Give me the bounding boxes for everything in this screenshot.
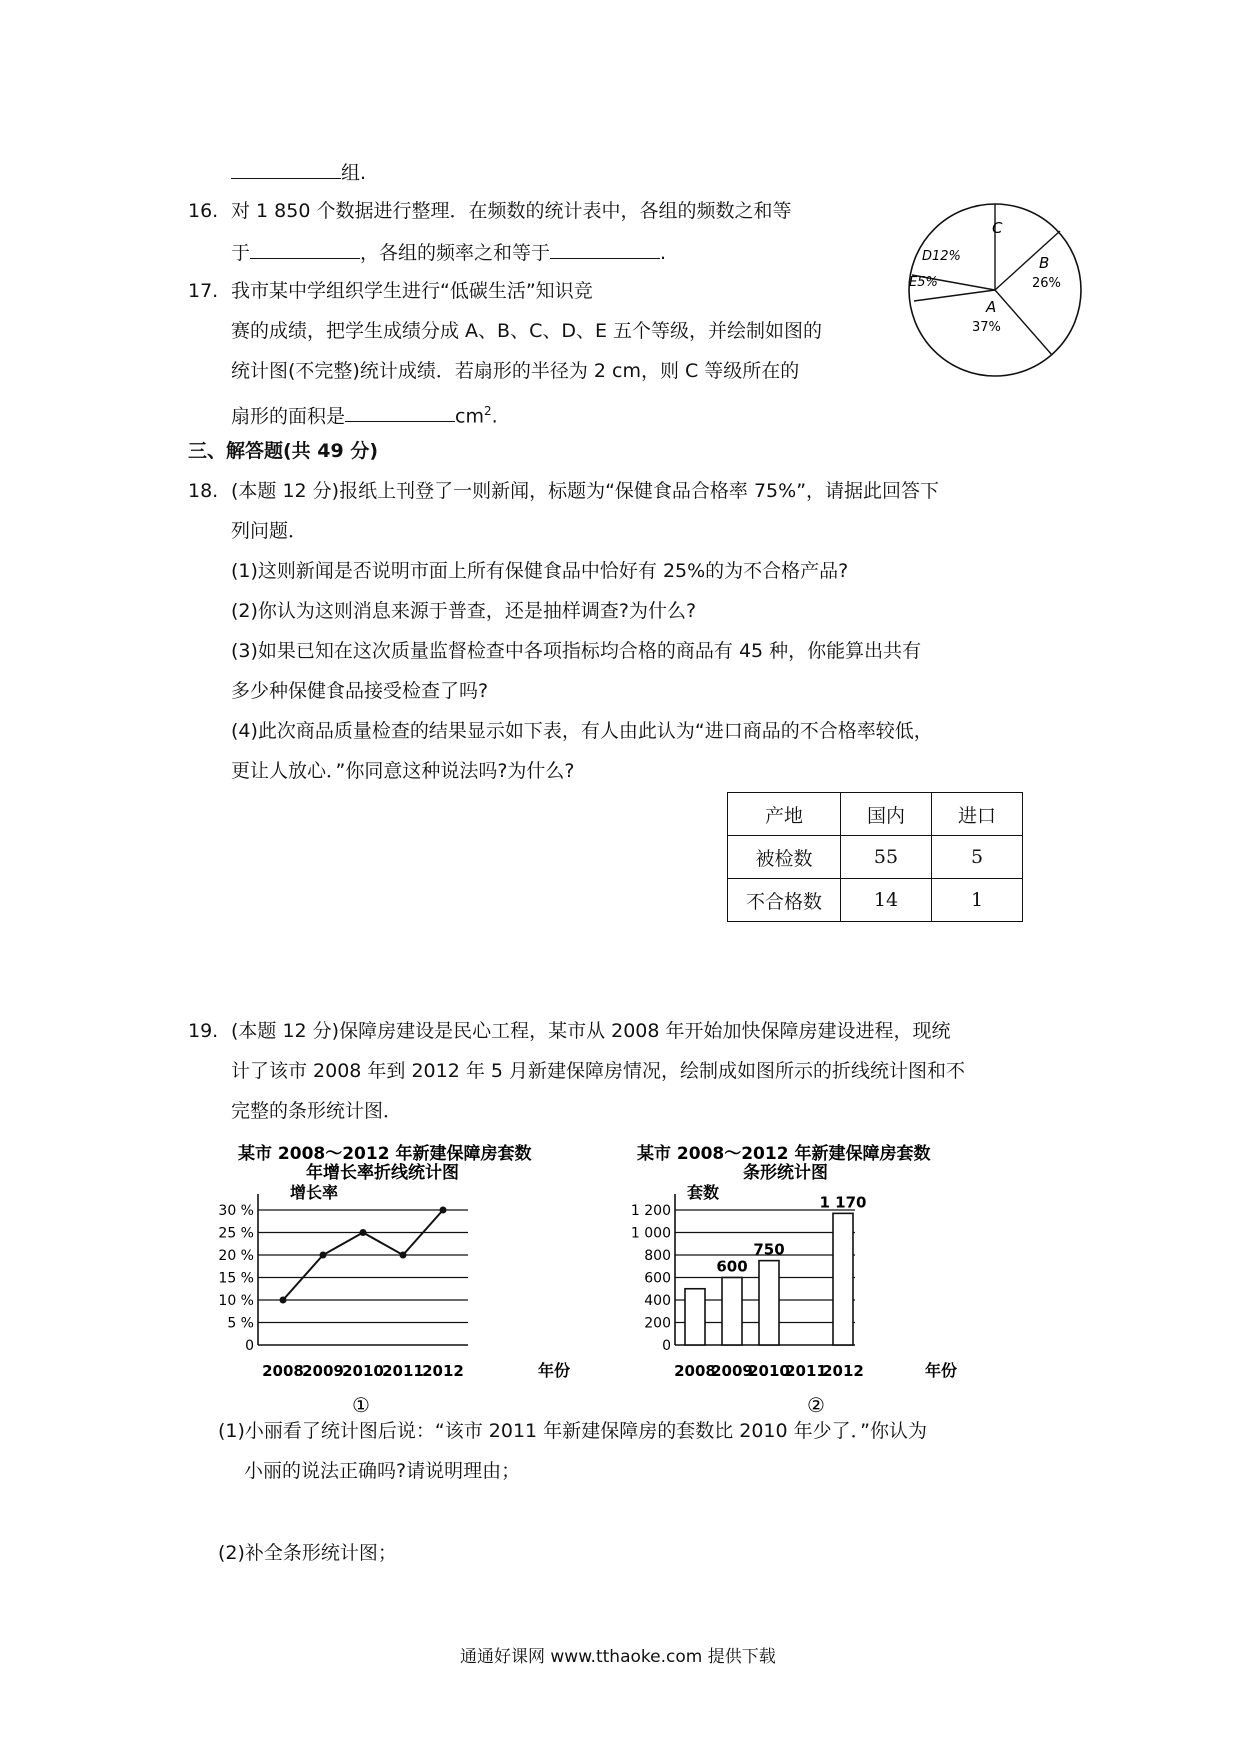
- footer-text: 通通好课网 www.tthaoke.com 提供下载: [460, 1647, 776, 1667]
- pie-label-d: D12%: [922, 249, 961, 264]
- y-tick-label: 20 %: [218, 1248, 254, 1264]
- chart-title: 某市 2008～2012 年新建保障房套数: [238, 1144, 532, 1164]
- y-tick-label: 600: [644, 1270, 671, 1287]
- growth-rate-line-chart: [218, 1140, 598, 1420]
- q15-tail: 组.: [231, 158, 366, 186]
- q18-part4a: (4)此次商品质量检查的结果显示如下表，有人由此认为“进口商品的不合格率较低，: [231, 720, 933, 742]
- x-tick-label: 2010: [342, 1362, 384, 1380]
- data-point: [280, 1297, 287, 1304]
- chart-title: 某市 2008～2012 年新建保障房套数: [637, 1144, 931, 1164]
- x-tick-label: 2012: [822, 1362, 864, 1380]
- q19-sub1a: (1)小丽看了统计图后说：“该市 2011 年新建保障房的套数比 2010 年少了．”你认为: [218, 1420, 927, 1442]
- data-point: [360, 1229, 367, 1236]
- q19-sub2: (2)补全条形统计图；: [218, 1542, 397, 1564]
- chart-title: 条形统计图: [743, 1163, 828, 1183]
- data-label: 1 170: [819, 1193, 867, 1212]
- q16-line2: 于 ，各组的频率之和等于 .: [231, 238, 666, 266]
- q18-part2: (2)你认为这则消息来源于普查，还是抽样调查?为什么?: [231, 600, 697, 622]
- data-label: 750: [753, 1240, 785, 1259]
- q18-part3a: (3)如果已知在这次质量监督检查中各项指标均合格的商品有 45 种，你能算出共有: [231, 640, 922, 662]
- chart-title: 年增长率折线统计图: [306, 1163, 459, 1183]
- pie-divider: [914, 290, 995, 301]
- answer-blank[interactable]: [231, 158, 341, 179]
- y-tick-label: 1 200: [630, 1203, 671, 1219]
- data-point: [400, 1252, 407, 1259]
- q17-line3: 统计图(不完整)统计成绩．若扇形的半径为 2 cm，则 C 等级所在的: [231, 360, 800, 382]
- data-label: 600: [716, 1257, 748, 1276]
- table-cell: 14: [841, 879, 932, 922]
- q17-number: 17.: [188, 280, 219, 302]
- q18-number: 18.: [188, 480, 219, 502]
- x-tick-label: 2009: [302, 1362, 344, 1380]
- table-cell: 1: [932, 879, 1023, 922]
- pie-label-a: A: [986, 298, 997, 316]
- y-tick-label: 1 000: [630, 1225, 671, 1242]
- table-cell: 5: [932, 836, 1023, 879]
- answer-blank[interactable]: [345, 401, 455, 422]
- x-tick-label: 2010: [748, 1362, 790, 1380]
- q17-line2: 赛的成绩，把学生成绩分成 A、B、C、D、E 五个等级，并绘制如图的: [231, 320, 823, 342]
- pie-label-b: B: [1039, 254, 1050, 272]
- x-tick-label: 2008: [674, 1362, 716, 1380]
- x-tick-label: 2011: [382, 1362, 424, 1380]
- y-tick-label: 0: [662, 1338, 671, 1354]
- y-tick-label: 25 %: [218, 1225, 254, 1242]
- section-title: 三、解答题(共 49 分): [188, 440, 379, 462]
- chart-caption: ①: [352, 1393, 370, 1417]
- y-tick-label: 10 %: [218, 1293, 254, 1309]
- table-cell: 进口: [932, 793, 1023, 836]
- q18-part1: (1)这则新闻是否说明市面上所有保健食品中恰好有 25%的为不合格产品?: [231, 560, 849, 582]
- x-tick-label: 2011: [785, 1362, 827, 1380]
- q16-number: 16.: [188, 200, 219, 222]
- pie-pct-b: 26%: [1032, 276, 1061, 291]
- table-cell: 国内: [841, 793, 932, 836]
- table-row: [728, 793, 1023, 836]
- y-tick-label: 0: [245, 1338, 254, 1354]
- bar: [722, 1278, 742, 1346]
- q19-line1: (本题 12 分)保障房建设是民心工程，某市从 2008 年开始加快保障房建设进程，现统: [231, 1020, 951, 1042]
- table-cell: 被检数: [728, 836, 841, 879]
- y-tick-label: 5 %: [227, 1315, 254, 1332]
- q16-line1: 对 1 850 个数据进行整理．在频数的统计表中，各组的频数之和等: [231, 200, 792, 222]
- y-tick-label: 200: [644, 1315, 671, 1332]
- q19-line2: 计了该市 2008 年到 2012 年 5 月新建保障房情况，绘制成如图所示的折线统计图和不: [231, 1060, 966, 1082]
- y-tick-label: 400: [644, 1293, 671, 1309]
- y-tick-label: 15 %: [218, 1270, 254, 1287]
- bar: [759, 1261, 779, 1345]
- table-cell: 不合格数: [728, 879, 841, 922]
- pie-pct-a: 37%: [972, 320, 1001, 335]
- pie-chart: [900, 195, 1090, 385]
- answer-blank[interactable]: [250, 238, 360, 259]
- x-tick-label: 2009: [711, 1362, 753, 1380]
- inspection-table: [727, 792, 1023, 922]
- q19-sub1b: 小丽的说法正确吗?请说明理由；: [244, 1460, 521, 1482]
- x-tick-label: 2008: [262, 1362, 304, 1380]
- chart-caption: ②: [807, 1393, 825, 1417]
- y-axis-label: 套数: [687, 1183, 720, 1202]
- pie-label-e: E5%: [909, 275, 938, 290]
- y-tick-label: 800: [644, 1248, 671, 1264]
- pie-label-c: C: [992, 219, 1003, 237]
- bar: [833, 1213, 853, 1345]
- q18-line1: (本题 12 分)报纸上刊登了一则新闻，标题为“保健食品合格率 75%”，请据此回答下: [231, 480, 940, 502]
- q17-line1: 我市某中学组织学生进行“低碳生活”知识竞: [231, 280, 593, 302]
- q18-part3b: 多少种保健食品接受检查了吗?: [231, 680, 489, 702]
- data-point: [440, 1207, 447, 1214]
- table-row: [728, 879, 1023, 922]
- data-point: [320, 1252, 327, 1259]
- table-row: [728, 836, 1023, 879]
- bar: [685, 1289, 705, 1345]
- housing-bar-chart: [625, 1140, 985, 1420]
- q17-line4: 扇形的面积是 $cm^2$.: [231, 398, 498, 429]
- q18-line2: 列问题．: [231, 520, 308, 542]
- x-axis-label: 年份: [538, 1361, 571, 1380]
- pie-divider: [995, 290, 1052, 355]
- y-axis-label: 增长率: [290, 1183, 339, 1202]
- q19-number: 19.: [188, 1020, 219, 1042]
- x-axis-label: 年份: [925, 1361, 958, 1380]
- y-tick-label: 30 %: [218, 1203, 254, 1219]
- answer-blank[interactable]: [550, 238, 660, 259]
- table-cell: 55: [841, 836, 932, 879]
- q18-part4b: 更让人放心．”你同意这种说法吗?为什么?: [231, 760, 575, 782]
- q19-line3: 完整的条形统计图．: [231, 1100, 403, 1122]
- x-tick-label: 2012: [422, 1362, 464, 1380]
- table-cell: 产地: [728, 793, 841, 836]
